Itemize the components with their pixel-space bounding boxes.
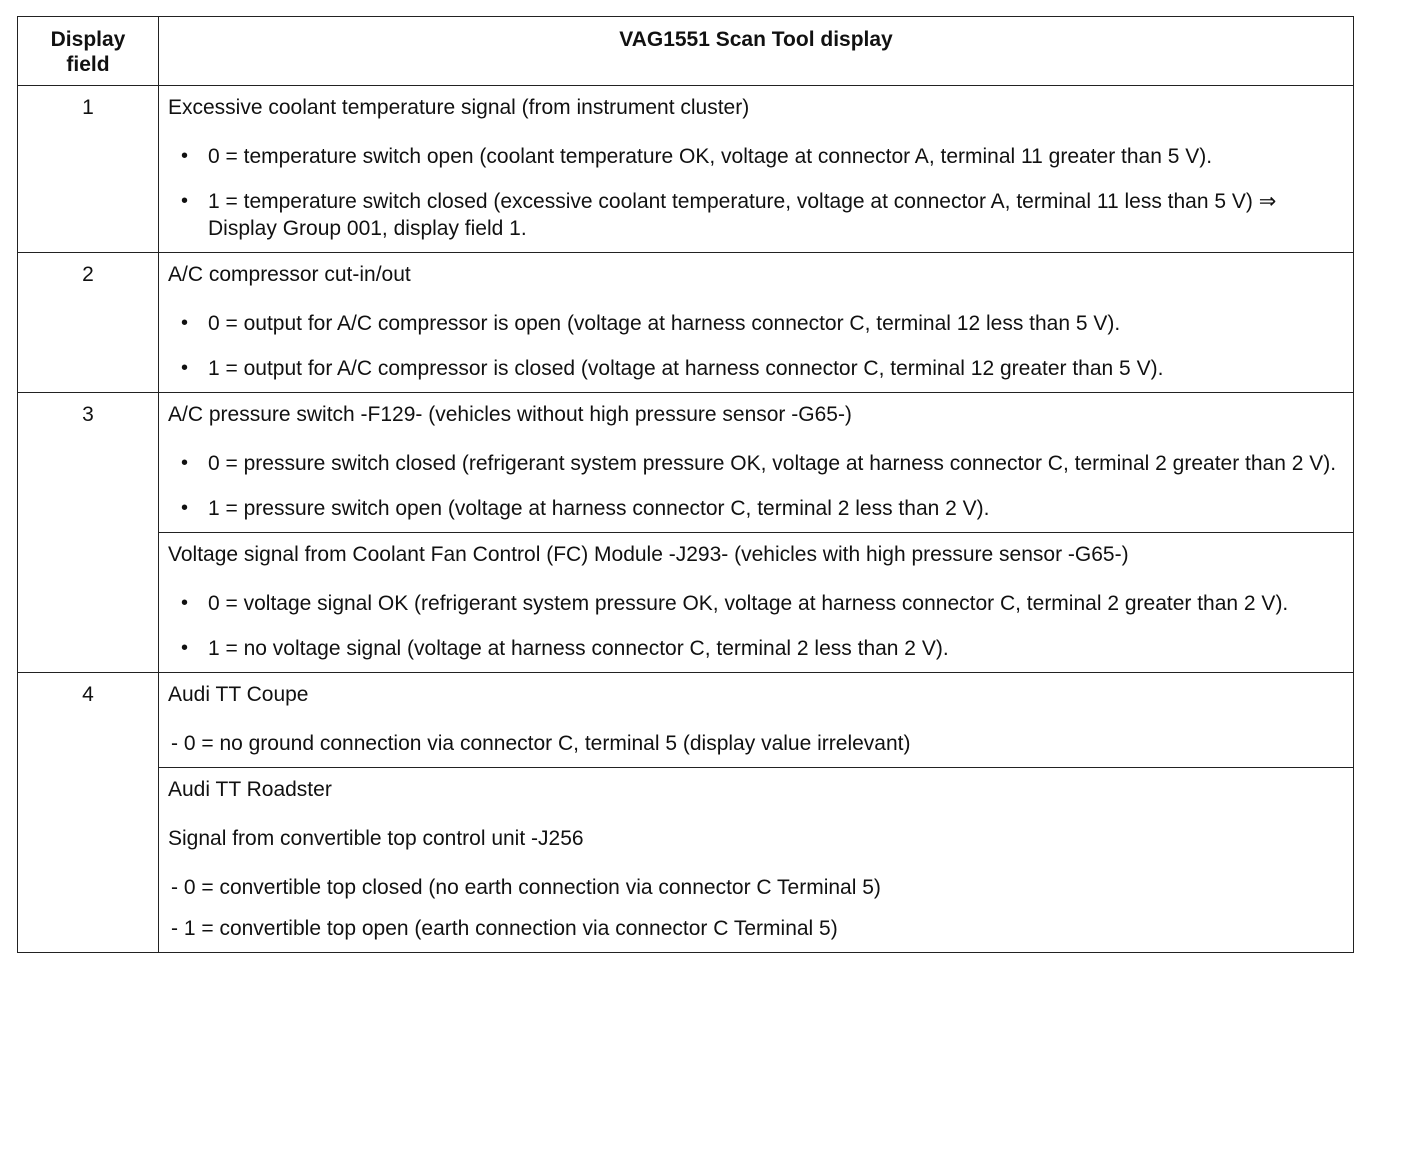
- table-row: [18, 768, 1354, 953]
- list-item: • 1 = no voltage signal (voltage at harness connector C, terminal 2 less than 2 V).: [168, 635, 1337, 662]
- table-row: [18, 393, 1354, 533]
- row-description: [159, 673, 1354, 768]
- display-field-number: 2: [18, 253, 159, 393]
- display-field-number: 4: [18, 673, 159, 953]
- list-item: • 1 = temperature switch closed (excessive coolant temperature, voltage at connector A, terminal 11 less than 5 V) ⇒ Display Group 001, display field 1.: [168, 188, 1337, 242]
- display-field-number: 1: [18, 86, 159, 253]
- value-list: [168, 450, 1337, 522]
- table-row: [18, 253, 1354, 393]
- list-item: • 1 = pressure switch open (voltage at harness connector C, terminal 2 less than 2 V).: [168, 495, 1337, 522]
- row-description: [159, 768, 1354, 953]
- row-description: [159, 533, 1354, 673]
- list-item: • 1 = output for A/C compressor is closed (voltage at harness connector C, terminal 12 greater than 5 V).: [168, 355, 1337, 382]
- table-row: [18, 533, 1354, 673]
- table-header-row: [18, 17, 1354, 86]
- table-row: [18, 86, 1354, 253]
- row-description: [159, 393, 1354, 533]
- value-list: [168, 590, 1337, 662]
- list-item: - 0 = no ground connection via connector C, terminal 5 (display value irrelevant): [171, 732, 911, 755]
- row-description: [159, 86, 1354, 253]
- table-row: [18, 673, 1354, 768]
- row-subtitle: Signal from convertible top control unit -J256: [168, 827, 584, 850]
- list-item: - 1 = convertible top open (earth connection via connector C Terminal 5): [171, 917, 838, 940]
- row-title: Audi TT Coupe: [168, 683, 309, 706]
- value-list: [168, 143, 1337, 242]
- row-title: Audi TT Roadster: [168, 778, 332, 801]
- list-item: • 0 = voltage signal OK (refrigerant system pressure OK, voltage at harness connector C, terminal 2 greater than 2 V).: [168, 590, 1337, 617]
- scan-tool-display-header: VAG1551 Scan Tool display: [159, 17, 1354, 86]
- row-title: Excessive coolant temperature signal (from instrument cluster): [168, 96, 750, 119]
- row-description: [159, 253, 1354, 393]
- row-title: Voltage signal from Coolant Fan Control (FC) Module -J293- (vehicles with high pressure sensor -G65-): [168, 543, 1129, 566]
- scan-tool-display-table: [17, 16, 1354, 953]
- display-field-header: Display field: [18, 17, 159, 86]
- row-title: A/C pressure switch -F129- (vehicles without high pressure sensor -G65-): [168, 403, 852, 426]
- display-field-number: 3: [18, 393, 159, 673]
- list-item: • 0 = temperature switch open (coolant temperature OK, voltage at connector A, terminal 11 greater than 5 V).: [168, 143, 1337, 170]
- list-item: - 0 = convertible top closed (no earth connection via connector C Terminal 5): [171, 876, 881, 899]
- row-title: A/C compressor cut-in/out: [168, 263, 411, 286]
- list-item: • 0 = output for A/C compressor is open (voltage at harness connector C, terminal 12 less than 5 V).: [168, 310, 1337, 337]
- value-list: [168, 310, 1337, 382]
- list-item: • 0 = pressure switch closed (refrigerant system pressure OK, voltage at harness connector C, terminal 2 greater than 2 V).: [168, 450, 1337, 477]
